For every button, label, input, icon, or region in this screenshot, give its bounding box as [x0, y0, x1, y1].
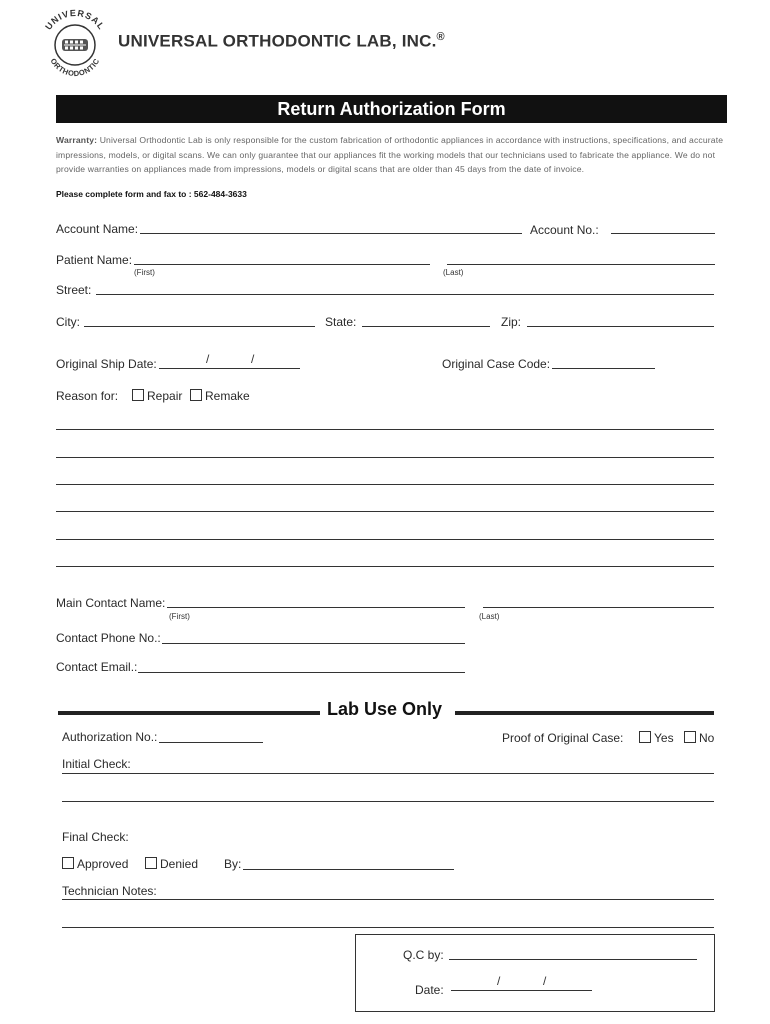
fax-note: Please complete form and fax to : 562-484-3633 [56, 189, 247, 199]
yes-label: Yes [654, 731, 674, 745]
contact-last-caption: (Last) [479, 612, 500, 621]
authorization-no-field[interactable] [159, 742, 263, 743]
city-label: City: [56, 315, 80, 329]
city-field[interactable] [84, 326, 315, 327]
qc-box [355, 934, 715, 1012]
account-no-label: Account No.: [530, 223, 599, 237]
original-ship-date-label: Original Ship Date: [56, 357, 157, 371]
no-option[interactable] [684, 731, 714, 745]
form-title-bar [56, 95, 727, 123]
date-separator: / [497, 974, 501, 988]
warranty-label: Warranty: [56, 135, 98, 145]
account-name-label: Account Name: [56, 222, 139, 236]
contact-email-field[interactable] [138, 672, 465, 673]
reason-line[interactable] [56, 511, 714, 512]
denied-label: Denied [160, 857, 199, 871]
qc-by-field[interactable] [449, 959, 697, 960]
initial-check-line[interactable] [62, 801, 714, 802]
repair-checkbox[interactable] [132, 389, 144, 401]
logo-arc-top: UNIVERSAL [43, 7, 107, 32]
yes-checkbox[interactable] [639, 731, 651, 743]
account-name-field[interactable] [140, 233, 522, 234]
technician-notes-line[interactable] [62, 927, 714, 928]
patient-first-name-field[interactable] [134, 264, 430, 265]
logo-arc-bottom: ORTHODONTIC [48, 56, 102, 79]
street-label: Street: [56, 283, 92, 297]
patient-first-caption: (First) [134, 268, 155, 277]
initial-check-label: Initial Check: [62, 757, 131, 771]
company-name-text: UNIVERSAL ORTHODONTIC LAB, INC. [118, 31, 437, 51]
company-name [118, 31, 445, 52]
patient-last-name-field[interactable] [447, 264, 715, 265]
by-field[interactable] [243, 869, 454, 870]
main-contact-name-label: Main Contact Name: [56, 596, 166, 610]
final-check-label: Final Check: [62, 830, 129, 844]
qc-by-label: Q.C by: [403, 948, 444, 962]
lab-use-only-heading: Lab Use Only [327, 699, 443, 719]
yes-option[interactable] [639, 731, 674, 745]
repair-label: Repair [147, 389, 183, 403]
main-contact-last-field[interactable] [483, 607, 714, 608]
reason-line[interactable] [56, 429, 714, 430]
main-contact-first-field[interactable] [167, 607, 465, 608]
technician-notes-line[interactable] [62, 899, 714, 900]
warranty-paragraph [56, 133, 726, 177]
contact-phone-label: Contact Phone No.: [56, 631, 161, 645]
zip-field[interactable] [527, 326, 714, 327]
qc-date-field[interactable] [451, 990, 592, 991]
denied-checkbox[interactable] [145, 857, 157, 869]
remake-checkbox[interactable] [190, 389, 202, 401]
repair-option[interactable] [132, 389, 182, 403]
svg-text:ORTHODONTIC [49, 57, 102, 78]
patient-name-label: Patient Name: [56, 253, 133, 267]
warranty-text: Universal Orthodontic Lab is only responsible for the custom fabrication of orthodontic appliances in accordance with instructions, specifications, and accurate impressions, models, or digital scans. We can only guarantee that our appliances fit the working models that our technicians used to fabricate the appliance. We do not provide warranties on appliances made from impressions, models or digital scans that are older than 45 days from the date of invoice. [56, 135, 724, 174]
date-separator: / [206, 352, 210, 366]
lab-divider-left [58, 711, 320, 715]
no-label: No [699, 731, 715, 745]
reason-line[interactable] [56, 539, 714, 540]
initial-check-line[interactable] [62, 773, 714, 774]
patient-last-caption: (Last) [443, 268, 464, 277]
reason-line[interactable] [56, 457, 714, 458]
original-ship-date-field[interactable] [159, 368, 300, 369]
company-logo [36, 5, 114, 83]
zip-label: Zip: [501, 315, 522, 329]
state-label: State: [325, 315, 357, 329]
date-separator: / [543, 974, 547, 988]
remake-option[interactable] [190, 389, 250, 403]
contact-email-label: Contact Email.: [56, 660, 138, 674]
state-field[interactable] [362, 326, 490, 327]
by-label: By: [224, 857, 242, 871]
original-case-code-label: Original Case Code: [442, 357, 551, 371]
remake-label: Remake [205, 389, 250, 403]
qc-date-label: Date: [415, 983, 444, 997]
technician-notes-label: Technician Notes: [62, 884, 157, 898]
reason-for-label: Reason for: [56, 389, 119, 403]
approved-label: Approved [77, 857, 129, 871]
svg-text:UNIVERSAL [43, 8, 107, 32]
contact-phone-field[interactable] [162, 643, 465, 644]
reason-line[interactable] [56, 566, 714, 567]
reason-line[interactable] [56, 484, 714, 485]
contact-first-caption: (First) [169, 612, 190, 621]
denied-option[interactable] [145, 857, 198, 871]
proof-of-original-case-label: Proof of Original Case: [502, 731, 624, 745]
lab-divider-right [455, 711, 714, 715]
original-case-code-field[interactable] [552, 368, 655, 369]
registered-mark: ® [436, 31, 445, 43]
account-no-field[interactable] [611, 233, 715, 234]
street-field[interactable] [96, 294, 714, 295]
no-checkbox[interactable] [684, 731, 696, 743]
form-title: Return Authorization Form [277, 99, 506, 119]
date-separator: / [251, 352, 255, 366]
approved-option[interactable] [62, 857, 128, 871]
authorization-no-label: Authorization No.: [62, 730, 158, 744]
approved-checkbox[interactable] [62, 857, 74, 869]
